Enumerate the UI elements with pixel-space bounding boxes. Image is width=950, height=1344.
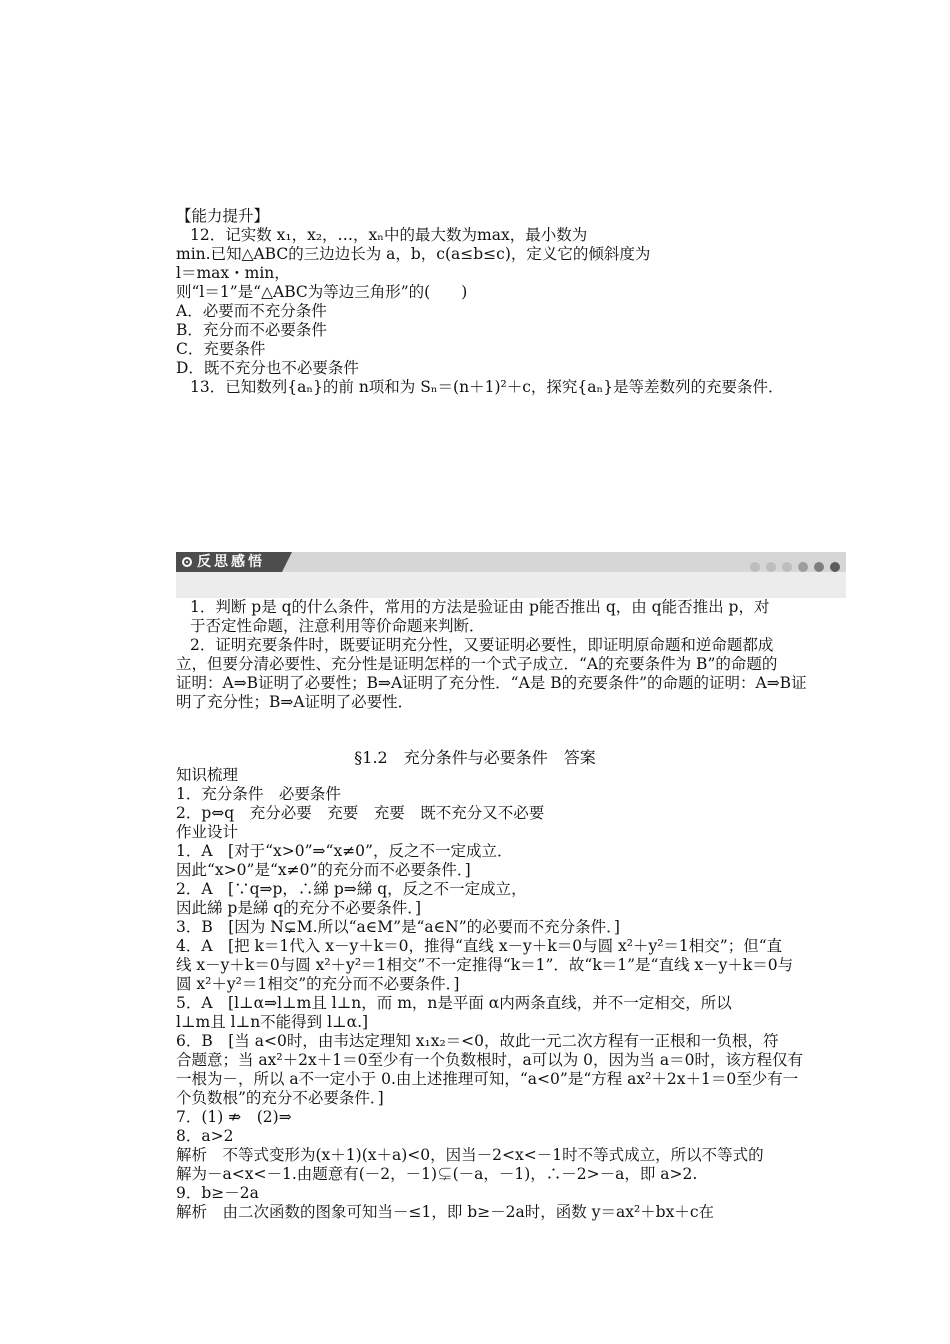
answer-line: 解析 由二次函数的图象可知当－≤1，即 b≥－2a时，函数 y＝ax²＋bx＋c在 <box>176 1203 715 1221</box>
answer-line: 9．b≥－2a <box>176 1184 259 1202</box>
dot-icon <box>750 562 760 572</box>
answer-line: 合题意；当 ax²＋2x＋1＝0至少有一个负数根时，a可以为 0，因为当 a＝0时，该方程仅有 <box>176 1051 804 1069</box>
dot-icon <box>830 562 840 572</box>
answer-line: 2．p⇔q 充分必要 充要 充要 既不充分又不必要 <box>176 804 545 822</box>
option-c: C．充要条件 <box>176 340 266 358</box>
banner-tab <box>176 552 282 572</box>
answer-line: 知识梳理 <box>176 766 239 784</box>
answer-line: 个负数根”的充分不必要条件．] <box>176 1089 384 1107</box>
question-12-line-2: min.已知△ABC的三边边长为 a，b，c(a≤b≤c)，定义它的倾斜度为 <box>176 245 651 263</box>
answer-line: 5．A [l⊥α⇒l⊥m且 l⊥n，而 m，n是平面 α内两条直线，并不一定相交，所以 <box>176 994 732 1012</box>
answer-line: 3．B [因为 N⊊M.所以“a∈M”是“a∈N”的必要而不充分条件．] <box>176 918 620 936</box>
dot-icon <box>814 562 824 572</box>
reflection-line-4: 立，但要分清必要性、充分性是证明怎样的一个式子成立．“A的充要条件为 B”的命题的 <box>176 655 778 673</box>
answer-line: 一根为－，所以 a不一定小于 0.由上述推理可知，“a<0”是“方程 ax²＋2x＋1＝0至少有一 <box>176 1070 799 1088</box>
reflection-banner <box>176 552 846 598</box>
banner-title: 反思感悟 <box>197 554 265 570</box>
question-12-line-3: l＝max・min， <box>176 264 290 282</box>
answer-line: 作业设计 <box>176 823 239 841</box>
answer-line: 1．充分条件 必要条件 <box>176 785 341 803</box>
dot-icon <box>782 562 792 572</box>
answer-line: 6．B [当 a<0时，由韦达定理知 x₁x₂＝<0，故此一元二次方程有一正根和一负根，符 <box>176 1032 779 1050</box>
answer-line: 因此綈 p是綈 q的充分不必要条件．] <box>176 899 421 917</box>
answer-line: 2．A [∵q⇒p，∴綈 p⇒綈 q，反之不一定成立， <box>176 880 527 898</box>
answer-line: 1．A [对于“x>0”⇒“x≠0”，反之不一定成立． <box>176 842 513 860</box>
reflection-line-2: 于否定性命题，注意利用等价命题来判断． <box>190 617 485 635</box>
answer-line: 线 x－y＋k＝0与圆 x²＋y²＝1相交”不一定推得“k＝1”．故“k＝1”是“直线 x－y＋k＝0与 <box>176 956 794 974</box>
answers-title: §1.2 充分条件与必要条件 答案 <box>354 748 596 767</box>
option-d: D．既不充分也不必要条件 <box>176 359 359 377</box>
banner-dots <box>744 557 840 576</box>
question-12-line-4: 则“l＝1”是“△ABC为等边三角形”的( ) <box>176 283 468 301</box>
answer-line: 7．(1) ⇏ (2)⇒ <box>176 1108 292 1126</box>
reflection-line-3: 2．证明充要条件时，既要证明充分性，又要证明必要性，即证明原命题和逆命题都成 <box>190 636 774 654</box>
answer-line: 圆 x²＋y²＝1相交”的充分而不必要条件．] <box>176 975 460 993</box>
reflection-line-5: 证明：A⇒B证明了必要性；B⇒A证明了充分性．“A是 B的充要条件”的命题的证明：A⇒B证 <box>176 674 807 692</box>
banner-tab-tail <box>282 552 292 572</box>
answer-line: 解析 不等式变形为(x＋1)(x＋a)<0，因当－2<x<－1时不等式成立，所以不等式的 <box>176 1146 764 1164</box>
reflection-line-1: 1．判断 p是 q的什么条件，常用的方法是验证由 p能否推出 q，由 q能否推出 p，对 <box>190 598 770 616</box>
option-b: B．充分而不必要条件 <box>176 321 327 339</box>
question-13: 13．已知数列{aₙ}的前 n项和为 Sₙ＝(n＋1)²＋c，探究{aₙ}是等差数列的充要条件． <box>190 378 784 396</box>
answer-line: 4．A [把 k＝1代入 x－y＋k＝0，推得“直线 x－y＋k＝0与圆 x²＋y²＝1相交”；但“直 <box>176 937 783 955</box>
answer-line: 解为－a<x<－1.由题意有(－2，－1)⊊(－a，－1)，∴－2>－a，即 a>2. <box>176 1165 698 1183</box>
answer-line: 8．a>2 <box>176 1127 234 1145</box>
reflection-line-6: 明了充分性；B⇒A证明了必要性． <box>176 693 414 711</box>
dot-icon <box>798 562 808 572</box>
answer-line: l⊥m且 l⊥n不能得到 l⊥α.] <box>176 1013 369 1031</box>
dot-icon <box>766 562 776 572</box>
question-12-line-1: 12．记实数 x₁，x₂，…，xₙ中的最大数为max，最小数为 <box>190 226 588 244</box>
target-icon <box>182 557 192 567</box>
option-a: A．必要而不充分条件 <box>176 302 327 320</box>
answer-line: 因此“x>0”是“x≠0”的充分而不必要条件．] <box>176 861 471 879</box>
ability-heading: 【能力提升】 <box>176 207 270 225</box>
